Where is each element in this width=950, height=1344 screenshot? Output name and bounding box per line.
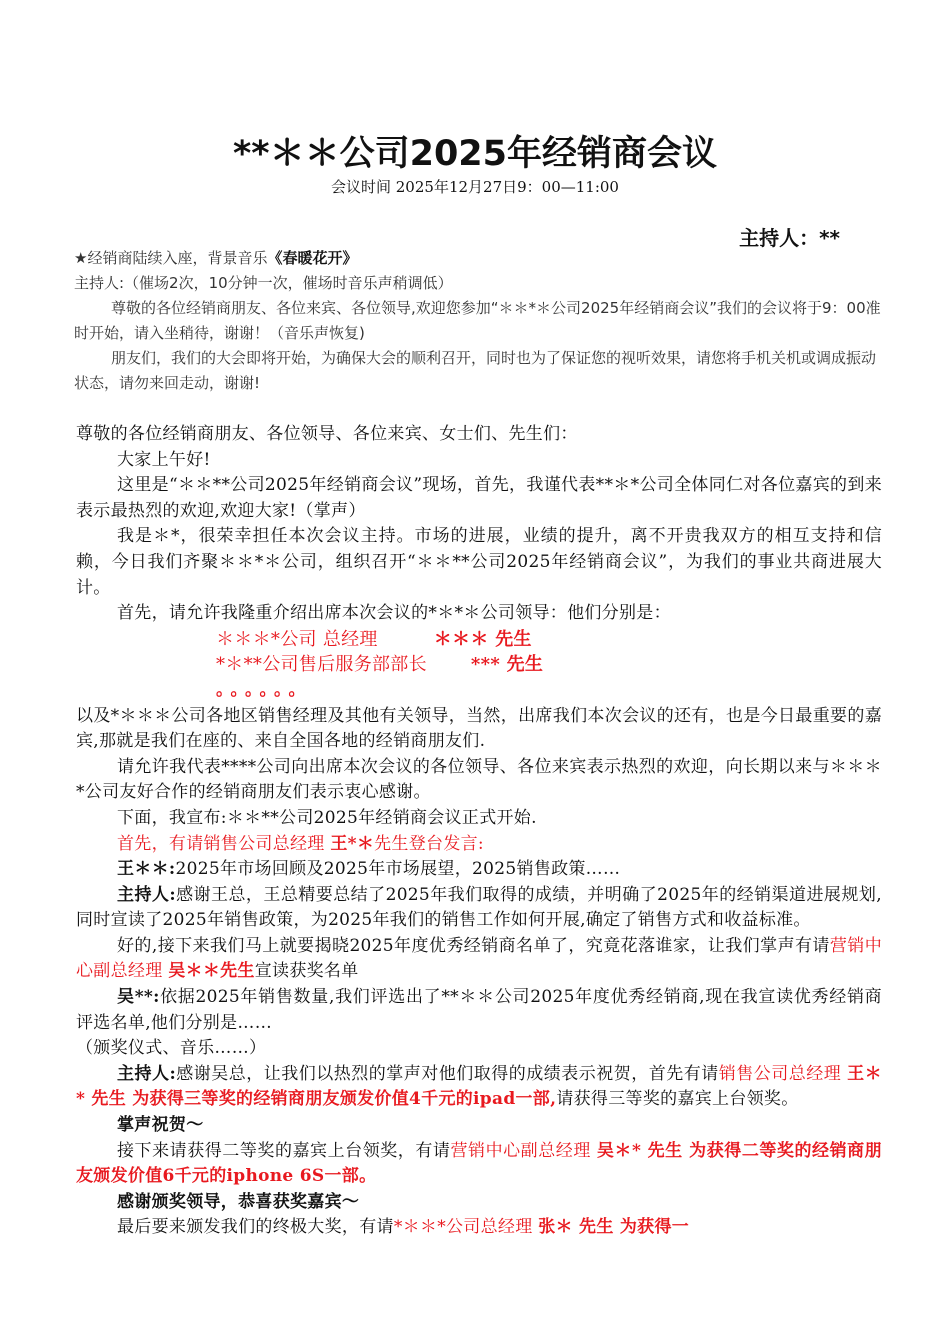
prelude-section xyxy=(74,246,884,396)
document-title: **＊＊公司2025年经销商会议 xyxy=(232,134,718,174)
leader-ellipsis: 。。。。。。 xyxy=(216,679,312,700)
speech-paragraph: 请允许我代表****公司向出席本次会议的各位领导、各位来宾表示热烈的欢迎，向长期以来与＊＊＊*公司友好合作的经销商朋友们表示衷心感谢。 xyxy=(76,756,882,803)
speech-paragraph: 好的,接下来我们马上就要揭晓2025年度优秀经销商名单了，究竟花落谁家，让我们掌声有请营销中心副总经理 吴＊＊先生宣读获奖名单 xyxy=(76,935,882,982)
speaker-line: 主持人:感谢王总，王总精要总结了2025年我们取得的成绩，并明确了2025年的经销渠道进展规划,同时宣读了2025年销售政策，为2025年我们的销售工作如何开展,确定了销售方式和收益标准。 xyxy=(76,884,882,931)
speech-paragraph: 下面，我宣布:＊＊**公司2025年经销商会议正式开始. xyxy=(117,807,537,828)
speaker-line: 王＊＊:2025年市场回顾及2025年市场展望，2025销售政策…… xyxy=(117,859,621,880)
thanks-line: 感谢颁奖领导，恭喜获奖嘉宾～ xyxy=(117,1191,360,1212)
host-label: 主持人：** xyxy=(739,226,840,250)
speech-paragraph-invite: 首先，有请销售公司总经理 王*＊先生登台发言: xyxy=(117,833,484,854)
applause-line: 掌声祝贺～ xyxy=(117,1115,204,1136)
meeting-time: 会议时间 2025年12月27日9：00—11:00 xyxy=(331,178,619,196)
speech-paragraph: 最后要来颁发我们的终极大奖，有请*＊＊*公司总经理 张＊ 先生 为获得一 xyxy=(117,1217,690,1238)
speech-paragraph: 以及*＊＊＊公司各地区销售经理及其他有关领导，当然，出席我们本次会议的还有，也是今日最重要的嘉宾,那就是我们在座的、来自全国各地的经销商朋友们. xyxy=(76,705,882,752)
speech-body xyxy=(76,422,882,1241)
greeting: 尊敬的各位经销商朋友、各位领导、各位来宾、女士们、先生们： xyxy=(76,424,578,444)
prelude-line-music: ★经销商陆续入座，背景音乐《春暖花开》 xyxy=(74,249,358,267)
speaker-line: 吴**:依据2025年销售数量,我们评选出了**＊＊公司2025年度优秀经销商,现在我宣读优秀经销商评选名单,他们分别是…… xyxy=(76,987,882,1033)
prelude-welcome-paragraph: 尊敬的各位经销商朋友、各位来宾、各位领导,欢迎您参加“＊＊*＊公司2025年经销商会议”我们的会议将于9：00准时开始，请入坐稍待，谢谢！（音乐声恢复) xyxy=(74,299,881,342)
stage-note: （颁奖仪式、音乐……） xyxy=(76,1038,267,1059)
speech-paragraph: 我是＊*，很荣幸担任本次会议主持。市场的进展，业绩的提升，离不开贵我双方的相互支持和信赖，今日我们齐聚＊＊*＊公司，组织召开“＊＊**公司2025年经销商会议”，为我们的事业共商进展大计。 xyxy=(76,526,882,598)
leader-row: ＊＊＊*公司 总经理 ＊＊＊ 先生 xyxy=(216,628,532,650)
prelude-notice-paragraph: 朋友们，我们的大会即将开始，为确保大会的顺利召开，同时也为了保证您的视听效果，请您将手机关机或调成振动状态，请勿来回走动，谢谢! xyxy=(74,349,877,392)
leader-row: *＊**公司售后服务部部长 *** 先生 xyxy=(216,654,544,676)
speech-paragraph: 接下来请获得二等奖的嘉宾上台领奖，有请营销中心副总经理 吴＊* 先生 为获得二等奖的经销商朋友颁发价值6千元的iphone 6S一部。 xyxy=(76,1140,882,1187)
prelude-line-host: 主持人:（催场2次，10分钟一次，催场时音乐声稍调低） xyxy=(74,274,453,292)
hello: 大家上午好! xyxy=(117,449,211,470)
speech-paragraph: 首先，请允许我隆重介绍出席本次会议的*＊*＊公司领导：他们分别是： xyxy=(117,603,671,624)
speech-paragraph: 这里是“＊＊**公司2025年经销商会议”现场，首先，我谨代表**＊*公司全体同仁对各位嘉宾的到来表示最热烈的欢迎,欢迎大家!（掌声） xyxy=(76,475,882,521)
music-title: 《春暖花开》 xyxy=(267,249,358,267)
speaker-line: 主持人:感谢吴总，让我们以热烈的掌声对他们取得的成绩表示祝贺，首先有请销售公司总经理 王＊* 先生 为获得三等奖的经销商朋友颁发价值4千元的ipad一部,请获得三等奖的嘉宾上台领奖。 xyxy=(76,1063,882,1110)
